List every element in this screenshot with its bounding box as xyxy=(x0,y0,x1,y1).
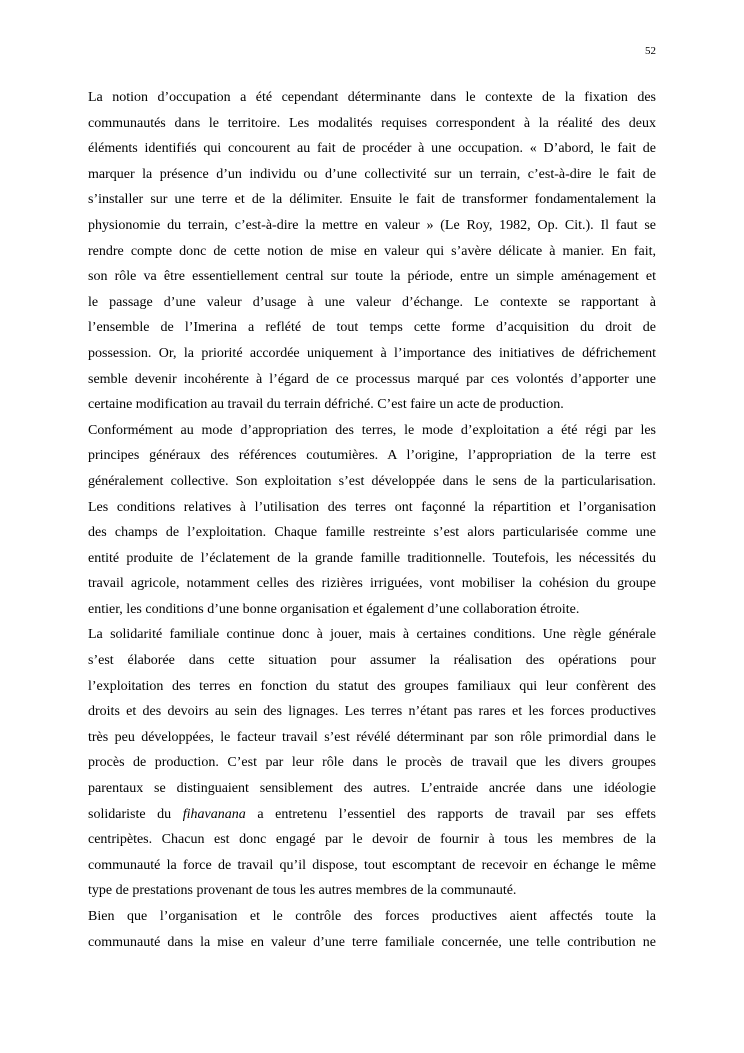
text-line: procès de production. C’est par leur rôle dans le procès de travail que les divers groupes xyxy=(88,755,656,771)
text-line: l’exploitation des terres en fonction du statut des groupes familiaux qui leur confèrent des xyxy=(88,678,656,694)
text-line: physionomie du terrain, c’est-à-dire la mettre en valeur » (Le Roy, 1982, Op. Cit.). Il faut se xyxy=(88,217,656,233)
text-line: entité produite de l’éclatement de la grande famille traditionnelle. Toutefois, les nécessités du xyxy=(88,550,656,566)
text-line: éléments identifiés qui concourent au fait de procéder à une occupation. « D’abord, le fait de xyxy=(88,141,656,157)
paragraph-occupation xyxy=(88,85,656,418)
text-line: Les conditions relatives à l’utilisation des terres ont façonné la répartition et l’organisation xyxy=(88,499,656,515)
paragraph-organisation xyxy=(88,904,656,955)
text-line: parentaux se distinguaient sensiblement des autres. L’entraide ancrée dans une idéologie xyxy=(88,781,656,797)
text-line: possession. Or, la priorité accordée uniquement à l’importance des initiatives de défrichement xyxy=(88,345,656,361)
text-line: des champs de l’exploitation. Chaque famille restreinte s’est alors particularisée comme une xyxy=(88,525,656,541)
text-line: l’ensemble de l’Imerina a reflété de tout temps cette forme d’acquisition du droit de xyxy=(88,320,656,336)
text-line: communautés dans le territoire. Les modalités requises correspondent à la réalité des deux xyxy=(88,115,656,131)
text-line: Conformément au mode d’appropriation des terres, le mode d’exploitation a été régi par les xyxy=(88,422,656,438)
text-line: s’est élaborée dans cette situation pour assumer la réalisation des opérations pour xyxy=(88,653,656,669)
text-line-with-italic xyxy=(88,802,656,828)
page-number: 52 xyxy=(645,45,656,57)
italic-term: fihavanana xyxy=(182,806,246,822)
text-line: généralement collective. Son exploitation s’est développée dans le sens de la particularisation. xyxy=(88,473,656,489)
body-text xyxy=(88,85,656,955)
text-line: La notion d’occupation a été cependant déterminante dans le contexte de la fixation des xyxy=(88,90,656,105)
text-line: son rôle va être essentiellement central sur toute la période, entre un simple aménagement et xyxy=(88,269,656,285)
text-line: très peu développées, le facteur travail s’est révélé déterminant par son rôle primordial dans le xyxy=(88,729,656,745)
text-line: le passage d’une valeur d’usage à une valeur d’échange. Le contexte se rapportant à xyxy=(88,294,656,310)
text-line: communauté la force de travail qu’il dispose, tout escomptant de recevoir en échange le même xyxy=(88,857,656,873)
text-line: s’installer sur une terre et de la délimiter. Ensuite le fait de transformer fondamentalement la xyxy=(88,192,656,208)
text-line: certaine modification au travail du terrain défriché. C’est faire un acte de production. xyxy=(88,397,564,413)
text-line: type de prestations provenant de tous les autres membres de la communauté. xyxy=(88,883,517,899)
text-line: principes généraux des références coutumières. A l’origine, l’appropriation de la terre est xyxy=(88,448,656,464)
paragraph-exploitation xyxy=(88,418,656,623)
text-line: Bien que l’organisation et le contrôle des forces productives aient affectés toute la xyxy=(88,909,656,924)
text-line: rendre compte donc de cette notion de mise en valeur qui s’avère délicate à manier. En fait, xyxy=(88,243,656,259)
text-line: travail agricole, notamment celles des rizières irriguées, vont mobiliser la cohésion du groupe xyxy=(88,576,656,592)
text-line: semble devenir incohérente à l’égard de ce processus marqué par ces volontés d’apporter une xyxy=(88,371,656,387)
text-line: centripètes. Chacun est donc engagé par le devoir de fournir à tous les membres de la xyxy=(88,832,656,848)
text-line: communauté dans la mise en valeur d’une terre familiale concernée, une telle contribution ne xyxy=(88,934,656,950)
text-segment: solidariste du xyxy=(88,806,183,822)
text-segment: a entretenu l’essentiel des rapports de travail par ses effets xyxy=(245,806,657,822)
text-line: droits et des devoirs au sein des lignages. Les terres n’étant pas rares et les forces productives xyxy=(88,704,656,720)
text-line: La solidarité familiale continue donc à jouer, mais à certaines conditions. Une règle générale xyxy=(88,627,656,643)
paragraph-solidarite xyxy=(88,622,656,904)
text-line: entier, les conditions d’une bonne organisation et également d’une collaboration étroite. xyxy=(88,601,580,617)
text-line: marquer la présence d’un individu ou d’une collectivité sur un terrain, c’est-à-dire le fait de xyxy=(88,166,656,182)
